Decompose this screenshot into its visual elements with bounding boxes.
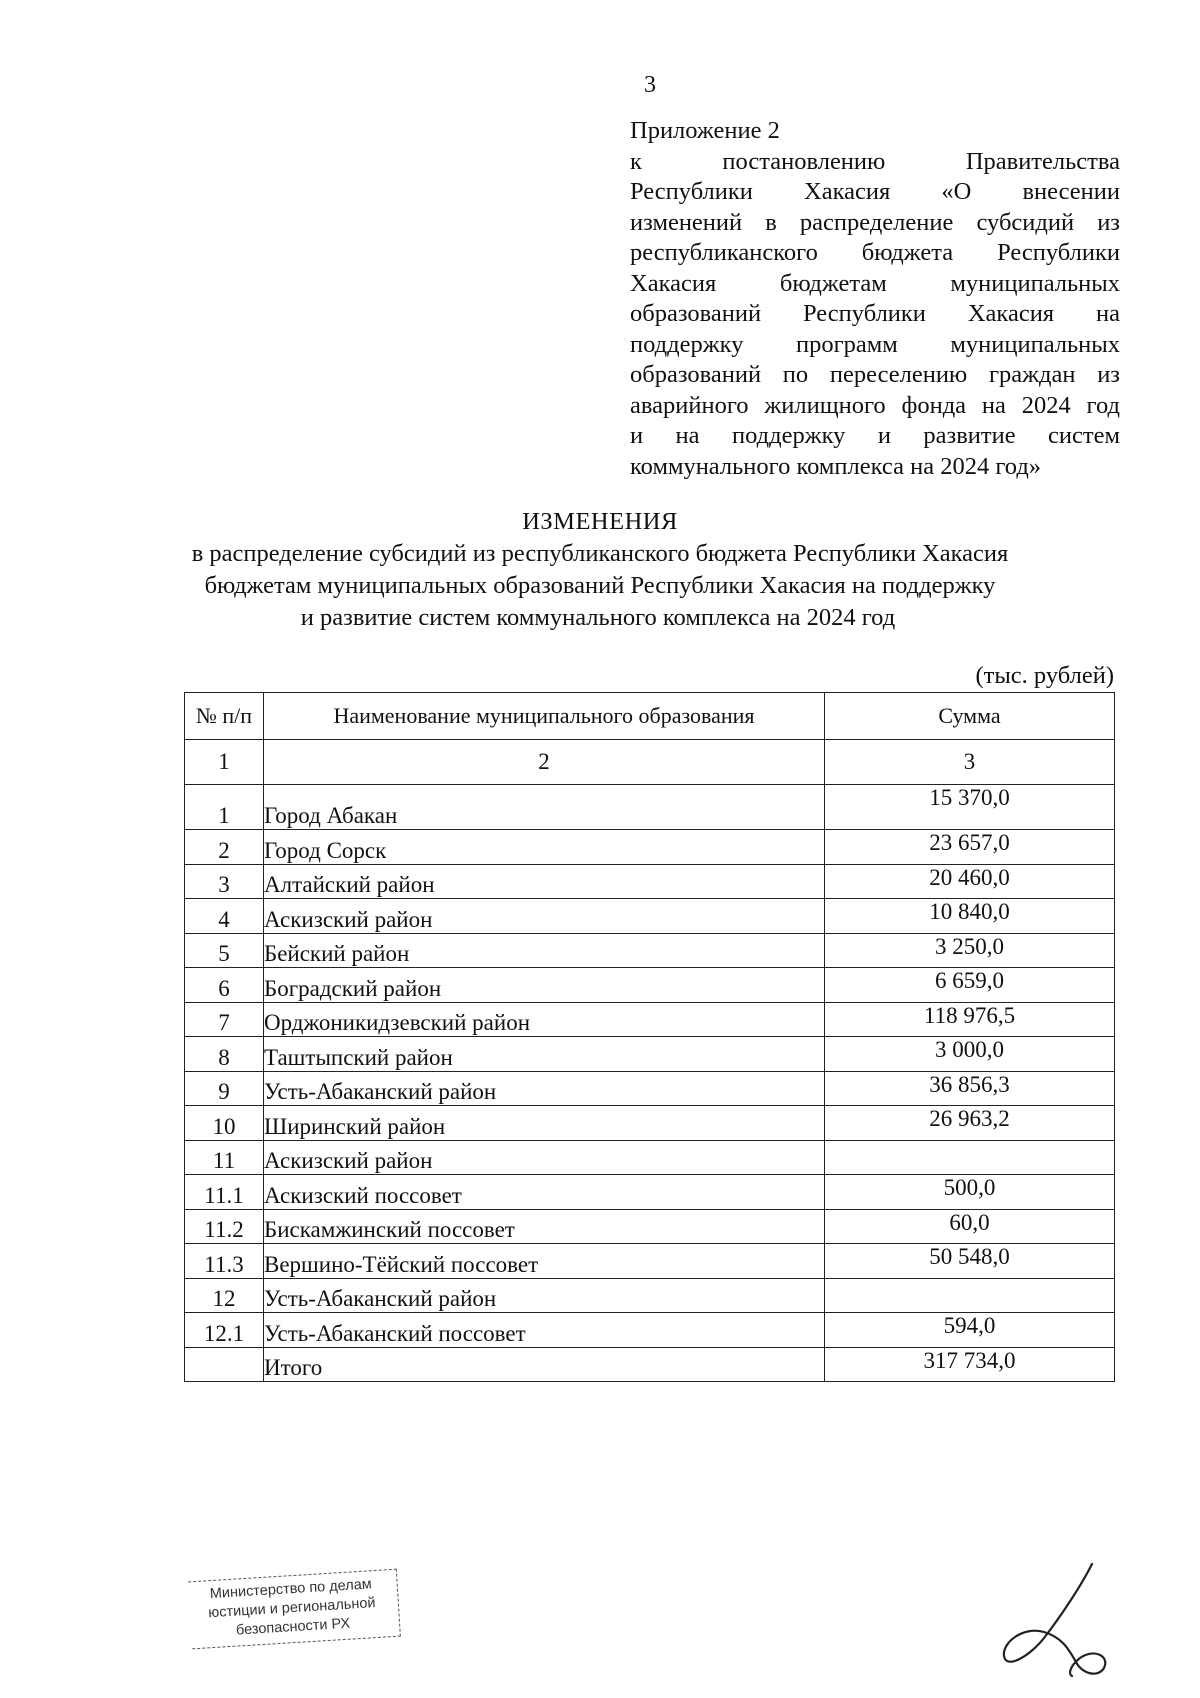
table-row [185,864,1115,899]
appendix-line: и на поддержку и развитие систем [630,422,1120,449]
page-number: 3 [644,72,656,98]
row-sum: 23 657,0 [825,830,1115,865]
row-name: Итого [264,1347,825,1382]
row-name: Ширинский район [264,1106,825,1141]
table-row-total [185,1347,1115,1382]
row-name: Боградский район [264,968,825,1003]
row-number: 10 [185,1106,264,1141]
appendix-line: поддержку программ муниципальных [630,330,1120,358]
table-header-row [185,693,1115,740]
row-number: 11.1 [185,1175,264,1210]
subsidy-table [184,692,1115,1382]
table-row [185,1106,1115,1141]
table-row [185,1037,1115,1072]
column-number: 1 [185,740,264,785]
row-name: Бискамжинский поссовет [264,1209,825,1244]
header-number: № п/п [185,693,264,740]
row-name: Вершино-Тёйский поссовет [264,1244,825,1279]
table-row [185,968,1115,1003]
appendix-line: образований Республики Хакасия на [630,300,1120,327]
stamp-line: безопасности РХ [235,1615,351,1639]
row-number: 5 [185,933,264,968]
column-number: 2 [264,740,825,785]
table-row [185,1002,1115,1037]
row-sum: 594,0 [825,1313,1115,1348]
table-row [185,1244,1115,1279]
row-sum: 3 250,0 [825,933,1115,968]
table-row [185,1278,1115,1313]
stamp-line: Министерство по делам [209,1576,373,1603]
table-row [185,1175,1115,1210]
row-sum: 20 460,0 [825,864,1115,899]
row-name: Аскизский район [264,1140,825,1175]
document-subtitle: в распределение субсидий из республиканского бюджета Республики Хакасия [191,540,1009,567]
appendix-line: Республики Хакасия «О внесении [630,178,1120,205]
header-name: Наименование муниципального образования [264,693,825,740]
row-sum: 10 840,0 [825,899,1115,934]
row-number: 9 [185,1071,264,1106]
appendix-note [630,116,1120,482]
appendix-line: республиканского бюджета Республики [630,239,1120,266]
column-number: 3 [825,740,1115,785]
row-sum [825,1140,1115,1175]
row-sum: 15 370,0 [825,785,1115,830]
table-row [185,1209,1115,1244]
appendix-line: изменений в распределение субсидий из [630,208,1120,236]
signature-icon [1000,1558,1110,1678]
row-number [185,1347,264,1382]
row-sum [825,1278,1115,1313]
row-number: 7 [185,1002,264,1037]
row-number: 11.2 [185,1209,264,1244]
units-label: (тыс. рублей) [975,662,1114,689]
ministry-stamp [188,1569,401,1650]
table-row [185,1071,1115,1106]
row-name: Усть-Абаканский район [264,1071,825,1106]
row-number: 11.3 [185,1244,264,1279]
row-number: 12 [185,1278,264,1313]
row-number: 12.1 [185,1313,264,1348]
row-number: 2 [185,830,264,865]
row-number: 4 [185,899,264,934]
document-title: ИЗМЕНЕНИЯ [522,508,678,535]
row-sum: 6 659,0 [825,968,1115,1003]
appendix-line: образований по переселению граждан из [630,361,1120,388]
document-subtitle: и развитие систем коммунального комплекса на 2024 год [300,604,896,631]
table-row [185,830,1115,865]
row-sum: 3 000,0 [825,1037,1115,1072]
table-row [185,933,1115,968]
row-name: Бейский район [264,933,825,968]
row-sum: 36 856,3 [825,1071,1115,1106]
row-name: Аскизский район [264,899,825,934]
table-row [185,1313,1115,1348]
row-sum: 118 976,5 [825,1002,1115,1037]
row-name: Город Сорск [264,830,825,865]
row-number: 1 [185,785,264,830]
row-name: Усть-Абаканский поссовет [264,1313,825,1348]
row-number: 3 [185,864,264,899]
appendix-line: к постановлению Правительства [630,147,1120,175]
row-name: Алтайский район [264,864,825,899]
row-sum: 60,0 [825,1209,1115,1244]
row-number: 8 [185,1037,264,1072]
row-sum: 317 734,0 [825,1347,1115,1382]
appendix-line: коммунального комплекса на 2024 год» [630,452,1042,480]
row-name: Аскизский поссовет [264,1175,825,1210]
column-number-row [185,740,1115,785]
document-subtitle: бюджетам муниципальных образований Республики Хакасия на поддержку [204,572,996,599]
row-name: Орджоникидзевский район [264,1002,825,1037]
row-sum: 26 963,2 [825,1106,1115,1141]
table-row [185,899,1115,934]
row-name: Усть-Абаканский район [264,1278,825,1313]
header-sum: Сумма [825,693,1115,740]
row-number: 11 [185,1140,264,1175]
row-sum: 500,0 [825,1175,1115,1210]
appendix-line: Приложение 2 [630,117,780,144]
row-name: Таштыпский район [264,1037,825,1072]
appendix-line: Хакасия бюджетам муниципальных [630,269,1120,297]
stamp-line: юстиции и региональной [207,1595,376,1622]
appendix-line: аварийного жилищного фонда на 2024 год [630,391,1120,419]
row-name: Город Абакан [264,785,825,830]
table-row [185,785,1115,830]
row-sum: 50 548,0 [825,1244,1115,1279]
table-row [185,1140,1115,1175]
row-number: 6 [185,968,264,1003]
